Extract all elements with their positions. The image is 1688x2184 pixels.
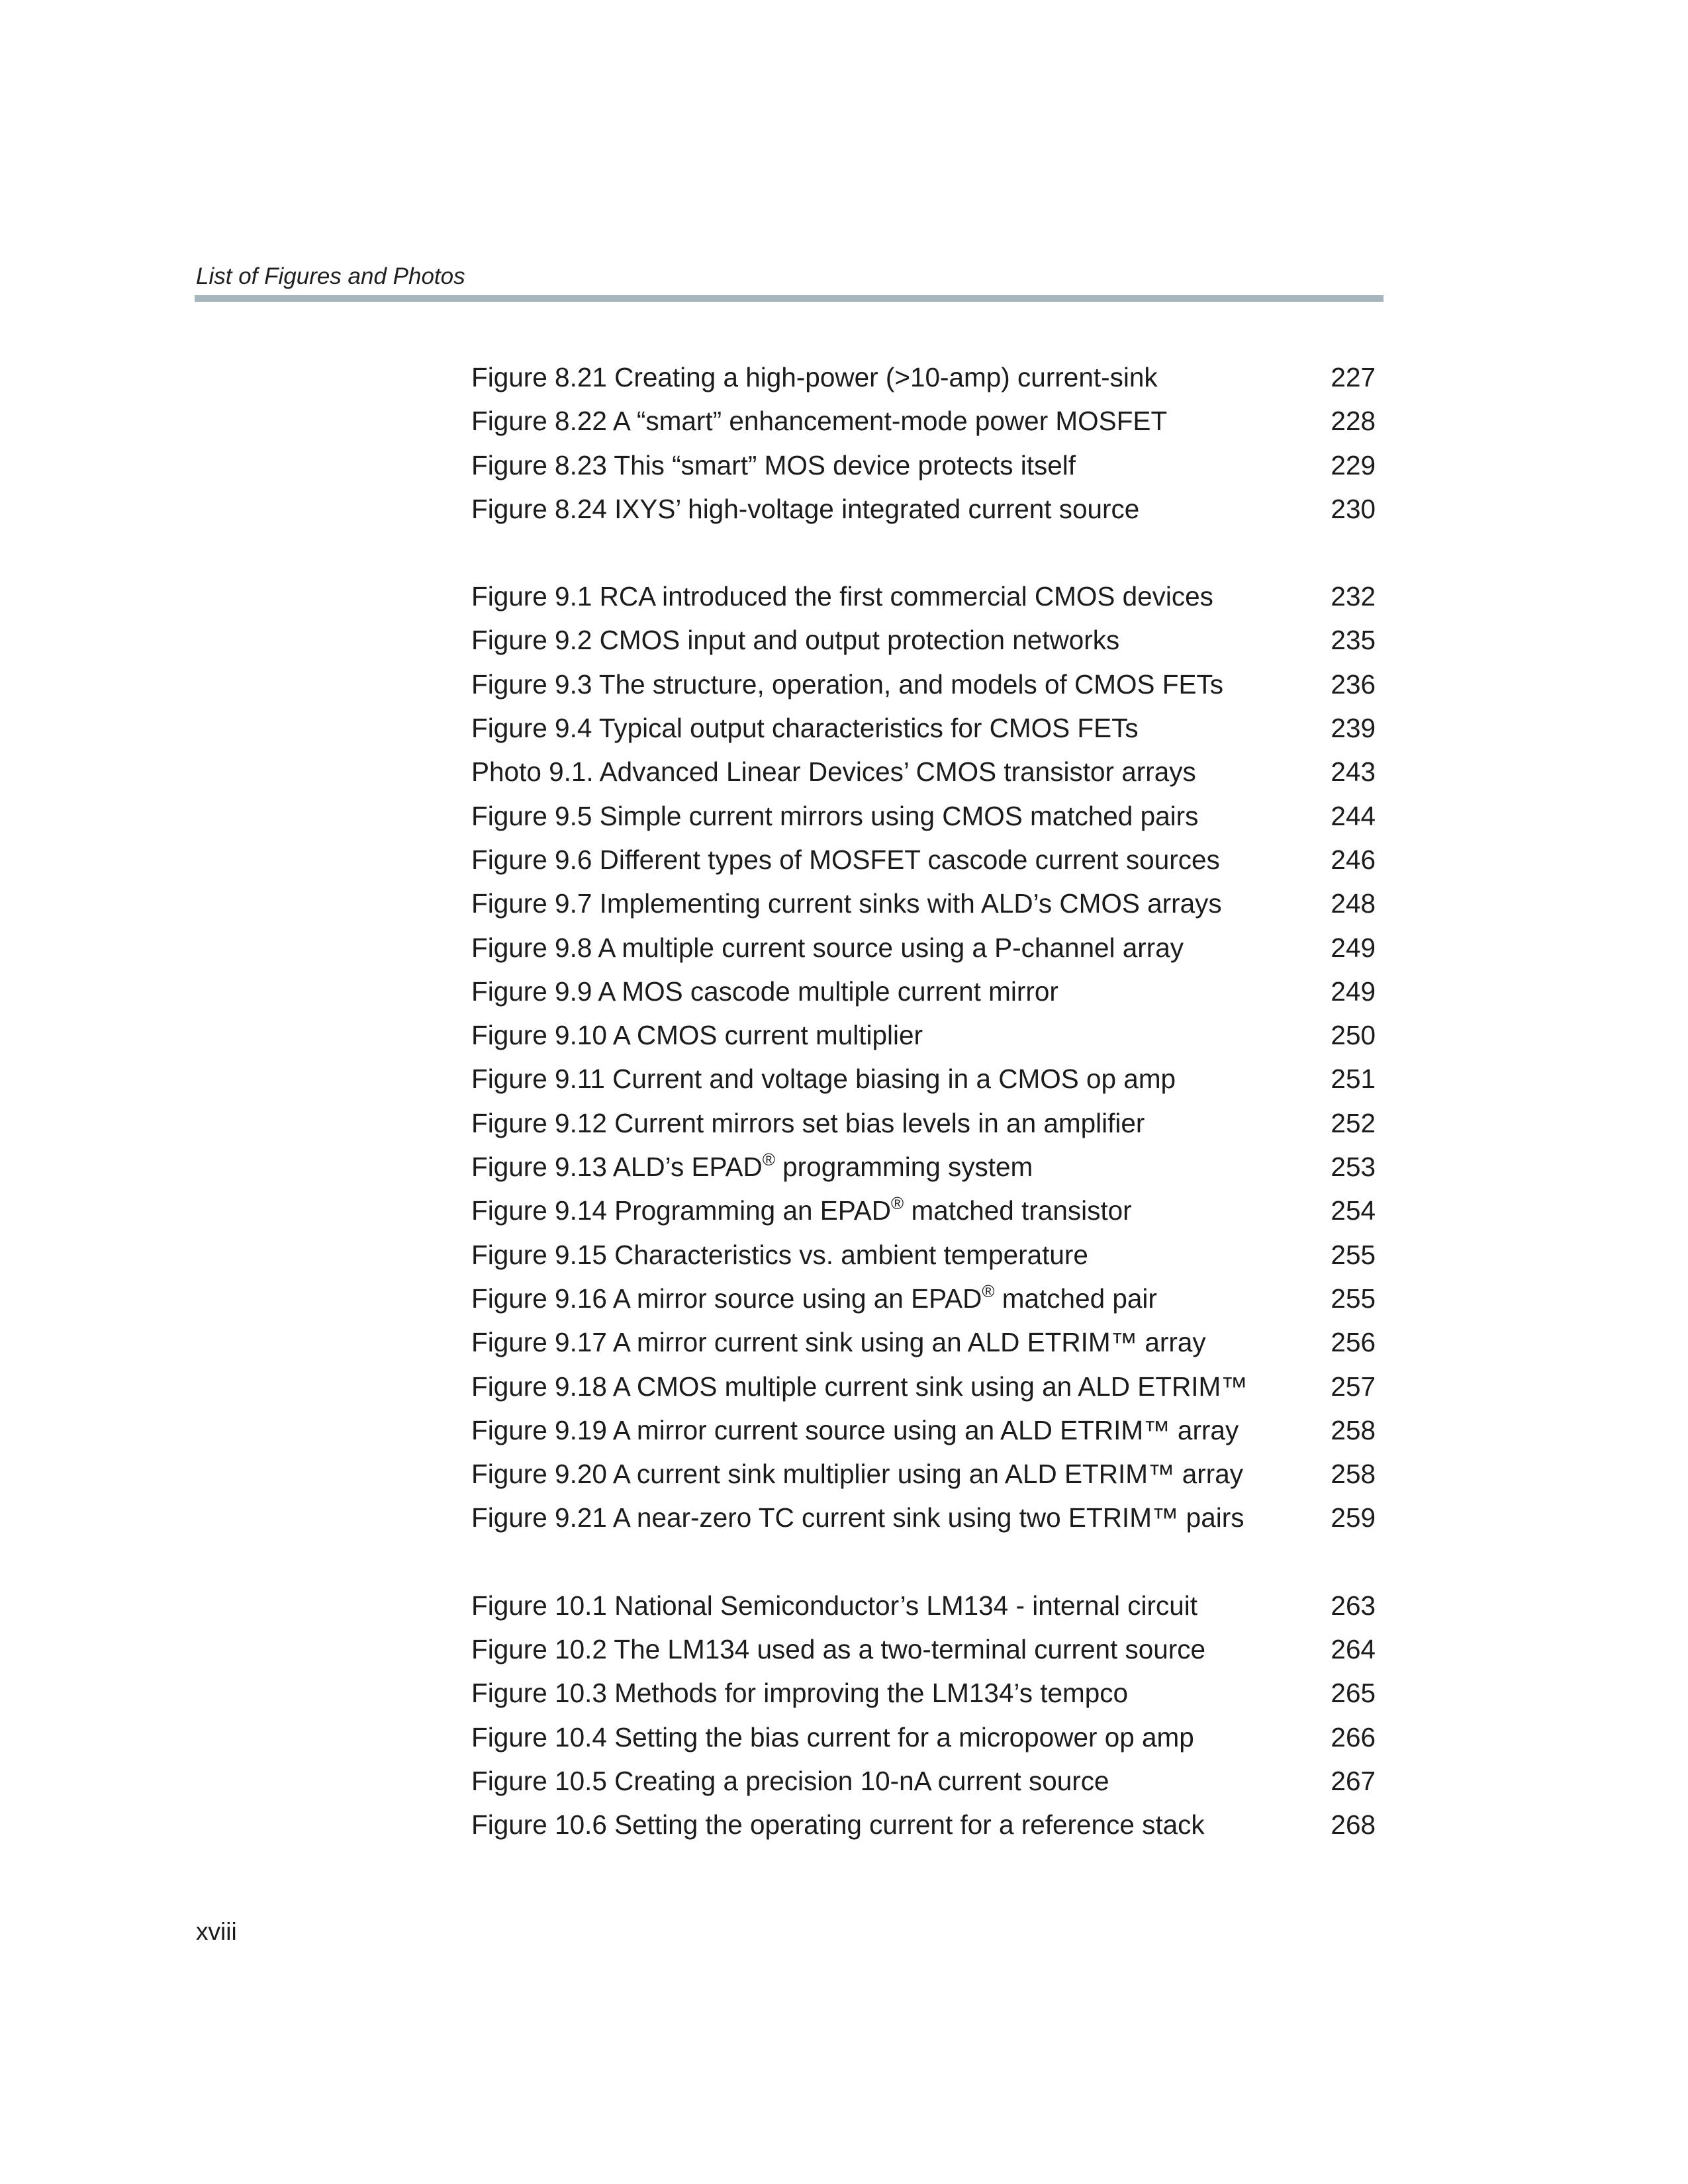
entry-page-number: 250 bbox=[1331, 1020, 1376, 1051]
entry-title bbox=[471, 1057, 1176, 1101]
entry-page-number: 257 bbox=[1331, 1371, 1376, 1402]
entry-title bbox=[471, 618, 1119, 662]
entry-title bbox=[471, 1189, 1132, 1232]
entry-title bbox=[471, 399, 1167, 443]
entry-page-number: 268 bbox=[1331, 1809, 1376, 1841]
entry-title-text-continued: matched transistor bbox=[904, 1195, 1132, 1226]
entry-title-text: Figure 9.14 Programming an EPAD bbox=[471, 1195, 892, 1226]
entry-title bbox=[471, 1759, 1109, 1803]
list-entry bbox=[471, 882, 1376, 925]
entry-title bbox=[471, 1277, 1157, 1320]
entry-title bbox=[471, 1803, 1205, 1846]
list-entry bbox=[471, 750, 1376, 794]
entry-page-number: 252 bbox=[1331, 1107, 1376, 1138]
entry-page-number: 263 bbox=[1331, 1590, 1376, 1621]
entry-page-number: 251 bbox=[1331, 1064, 1376, 1095]
list-entry bbox=[471, 1584, 1376, 1627]
entry-title-text: Figure 10.4 Setting the bias current for a micropower op amp bbox=[471, 1721, 1194, 1752]
entry-title bbox=[471, 574, 1213, 618]
list-entry bbox=[471, 399, 1376, 443]
entry-title-text: Figure 10.5 Creating a precision 10-nA current source bbox=[471, 1765, 1109, 1796]
list-entry bbox=[471, 706, 1376, 750]
list-entry bbox=[471, 1145, 1376, 1189]
entry-title bbox=[471, 750, 1196, 794]
entry-title bbox=[471, 1452, 1243, 1496]
entry-title bbox=[471, 443, 1076, 487]
entry-page-number: 266 bbox=[1331, 1721, 1376, 1752]
entry-title bbox=[471, 1320, 1206, 1364]
entry-title-text: Figure 10.3 Methods for improving the LM134’s tempco bbox=[471, 1678, 1129, 1709]
entry-title bbox=[471, 838, 1220, 882]
entry-title-text: Figure 9.9 A MOS cascode multiple current mirror bbox=[471, 976, 1058, 1007]
figure-group bbox=[471, 574, 1376, 1540]
entry-page-number: 253 bbox=[1331, 1152, 1376, 1183]
entry-title bbox=[471, 1233, 1088, 1277]
list-entry bbox=[471, 662, 1376, 706]
list-entry bbox=[471, 1803, 1376, 1846]
list-entry bbox=[471, 926, 1376, 970]
list-entry bbox=[471, 1320, 1376, 1364]
entry-page-number: 243 bbox=[1331, 756, 1376, 788]
entry-page-number: 259 bbox=[1331, 1502, 1376, 1533]
list-entry bbox=[471, 838, 1376, 882]
list-entry bbox=[471, 1627, 1376, 1671]
list-entry bbox=[471, 1759, 1376, 1803]
entry-page-number: 239 bbox=[1331, 713, 1376, 744]
entry-page-number: 255 bbox=[1331, 1239, 1376, 1270]
entry-page-number: 227 bbox=[1331, 362, 1376, 392]
entry-page-number: 258 bbox=[1331, 1459, 1376, 1490]
entry-page-number: 255 bbox=[1331, 1283, 1376, 1314]
list-entry bbox=[471, 1496, 1376, 1539]
entry-title-text: Figure 9.15 Characteristics vs. ambient temperature bbox=[471, 1239, 1088, 1270]
list-entry bbox=[471, 1715, 1376, 1759]
entry-title bbox=[471, 1101, 1145, 1145]
entry-title bbox=[471, 355, 1158, 399]
entry-title bbox=[471, 1145, 1033, 1189]
list-entry bbox=[471, 1452, 1376, 1496]
entry-title-text: Figure 9.10 A CMOS current multiplier bbox=[471, 1020, 923, 1051]
entry-title-text: Figure 9.16 A mirror source using an EPAD bbox=[471, 1283, 982, 1314]
entry-title-text: Figure 9.8 A multiple current source using a P-channel array bbox=[471, 932, 1184, 963]
list-entry bbox=[471, 970, 1376, 1013]
entry-page-number: 236 bbox=[1331, 668, 1376, 700]
registered-mark: ® bbox=[891, 1193, 904, 1214]
entry-title-text: Figure 9.4 Typical output characteristics for CMOS FETs bbox=[471, 713, 1139, 744]
entry-title-text: Figure 9.21 A near-zero TC current sink using two ETRIM™ pairs bbox=[471, 1502, 1244, 1533]
entry-title bbox=[471, 1627, 1205, 1671]
entry-page-number: 230 bbox=[1331, 493, 1376, 524]
list-entry bbox=[471, 1408, 1376, 1452]
entry-title-text: Photo 9.1. Advanced Linear Devices’ CMOS transistor arrays bbox=[471, 756, 1196, 788]
entry-title-text: Figure 9.18 A CMOS multiple current sink using an ALD ETRIM™ bbox=[471, 1371, 1248, 1402]
entry-title-text: Figure 9.19 A mirror current source using an ALD ETRIM™ array bbox=[471, 1414, 1239, 1445]
entry-page-number: 244 bbox=[1331, 800, 1376, 831]
entry-title bbox=[471, 1715, 1194, 1759]
entry-title bbox=[471, 1496, 1244, 1539]
entry-page-number: 235 bbox=[1331, 625, 1376, 656]
entry-title-text-continued: programming system bbox=[774, 1152, 1033, 1183]
list-entry bbox=[471, 1233, 1376, 1277]
header-rule bbox=[195, 295, 1383, 302]
entry-page-number: 228 bbox=[1331, 406, 1376, 437]
entry-title bbox=[471, 1671, 1128, 1715]
list-entry bbox=[471, 1277, 1376, 1320]
entry-title-text: Figure 9.7 Implementing current sinks with ALD’s CMOS arrays bbox=[471, 888, 1222, 919]
entry-title-text: Figure 10.1 National Semiconductor’s LM134 - internal circuit bbox=[471, 1590, 1198, 1621]
entry-title-text: Figure 9.20 A current sink multiplier using an ALD ETRIM™ array bbox=[471, 1459, 1243, 1490]
list-entry bbox=[471, 574, 1376, 618]
entry-page-number: 265 bbox=[1331, 1678, 1376, 1709]
list-entry bbox=[471, 487, 1376, 531]
figure-list bbox=[471, 355, 1376, 1847]
entry-title-text: Figure 8.21 Creating a high-power (>10-amp) current-sink bbox=[471, 362, 1158, 392]
entry-title bbox=[471, 926, 1184, 970]
list-entry bbox=[471, 355, 1376, 399]
entry-page-number: 232 bbox=[1331, 581, 1376, 612]
entry-title-text-continued: matched pair bbox=[994, 1283, 1157, 1314]
entry-title-text: Figure 9.6 Different types of MOSFET cascode current sources bbox=[471, 844, 1220, 875]
entry-page-number: 249 bbox=[1331, 932, 1376, 963]
entry-title-text: Figure 9.2 CMOS input and output protection networks bbox=[471, 625, 1120, 656]
entry-page-number: 248 bbox=[1331, 888, 1376, 919]
entry-page-number: 254 bbox=[1331, 1195, 1376, 1226]
entry-page-number: 267 bbox=[1331, 1765, 1376, 1796]
entry-title-text: Figure 9.11 Current and voltage biasing in a CMOS op amp bbox=[471, 1064, 1176, 1095]
entry-title bbox=[471, 1408, 1239, 1452]
entry-title bbox=[471, 662, 1223, 706]
entry-title bbox=[471, 794, 1198, 838]
figure-group bbox=[471, 1584, 1376, 1847]
list-entry bbox=[471, 794, 1376, 838]
entry-page-number: 229 bbox=[1331, 449, 1376, 480]
list-entry bbox=[471, 1671, 1376, 1715]
entry-title bbox=[471, 882, 1222, 925]
entry-page-number: 264 bbox=[1331, 1634, 1376, 1665]
entry-page-number: 258 bbox=[1331, 1414, 1376, 1445]
list-entry bbox=[471, 1189, 1376, 1232]
entry-title-text: Figure 9.12 Current mirrors set bias levels in an amplifier bbox=[471, 1107, 1145, 1138]
entry-title bbox=[471, 970, 1058, 1013]
entry-page-number: 246 bbox=[1331, 844, 1376, 875]
entry-page-number: 256 bbox=[1331, 1327, 1376, 1358]
list-entry bbox=[471, 1013, 1376, 1057]
figure-group bbox=[471, 355, 1376, 531]
entry-title bbox=[471, 1584, 1197, 1627]
entry-title bbox=[471, 1365, 1248, 1408]
entry-title-text: Figure 9.17 A mirror current sink using an ALD ETRIM™ array bbox=[471, 1327, 1206, 1358]
entry-title-text: Figure 9.3 The structure, operation, and models of CMOS FETs bbox=[471, 668, 1224, 700]
entry-page-number: 249 bbox=[1331, 976, 1376, 1007]
list-entry bbox=[471, 443, 1376, 487]
entry-title-text: Figure 9.1 RCA introduced the first commercial CMOS devices bbox=[471, 581, 1213, 612]
entry-title-text: Figure 8.23 This “smart” MOS device protects itself bbox=[471, 449, 1076, 480]
entry-title-text: Figure 9.5 Simple current mirrors using CMOS matched pairs bbox=[471, 800, 1199, 831]
list-entry bbox=[471, 1057, 1376, 1101]
entry-title-text: Figure 8.22 A “smart” enhancement-mode power MOSFET bbox=[471, 406, 1168, 437]
entry-title bbox=[471, 706, 1139, 750]
registered-mark: ® bbox=[762, 1150, 775, 1170]
list-entry bbox=[471, 1365, 1376, 1408]
entry-title-text: Figure 10.6 Setting the operating current for a reference stack bbox=[471, 1809, 1205, 1841]
registered-mark: ® bbox=[982, 1281, 995, 1301]
running-header: List of Figures and Photos bbox=[196, 263, 465, 289]
page-number: xviii bbox=[196, 1918, 237, 1945]
entry-title bbox=[471, 487, 1139, 531]
entry-title-text: Figure 10.2 The LM134 used as a two-terminal current source bbox=[471, 1634, 1206, 1665]
list-entry bbox=[471, 618, 1376, 662]
entry-title-text: Figure 8.24 IXYS’ high-voltage integrated current source bbox=[471, 493, 1140, 524]
list-entry bbox=[471, 1101, 1376, 1145]
entry-title bbox=[471, 1013, 923, 1057]
entry-title-text: Figure 9.13 ALD’s EPAD bbox=[471, 1152, 763, 1183]
